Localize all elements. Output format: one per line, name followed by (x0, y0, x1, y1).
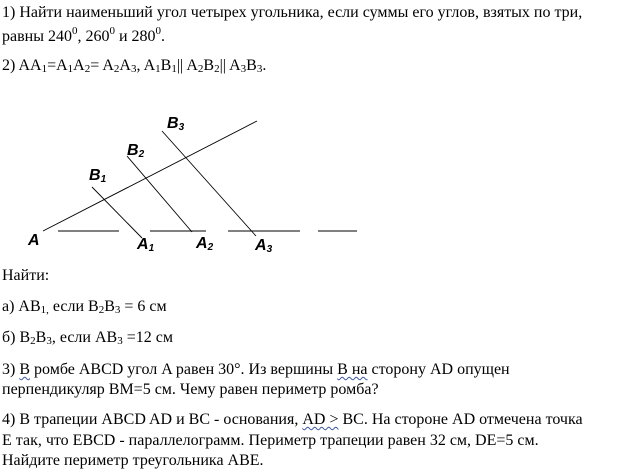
problem3-line2: перпендикуляр BM=5 см. Чему равен периметр ромба? (2, 381, 379, 398)
stmt-part: , A (136, 57, 156, 74)
stmt-sub: 1 (171, 63, 177, 75)
degree-sup-3: 0 (155, 25, 162, 37)
problem2-statement (2, 57, 266, 76)
p3-text: ромбе ABCD угол A равен 30°. Из вершины (30, 361, 338, 378)
stmt-sub: 3 (240, 63, 247, 75)
stmt-sub: 2 (113, 63, 120, 75)
label-a1: A1 (137, 236, 155, 254)
label-a2: A2 (196, 235, 214, 253)
degree-sup-1: 0 (71, 25, 78, 37)
part-a-text: а) AB (2, 298, 41, 315)
problem3-line1 (2, 361, 510, 379)
part-b-text: B (35, 329, 47, 346)
label-b2: B2 (127, 142, 145, 160)
p3-marked: В на (337, 361, 368, 378)
stmt-sub: 1 (41, 63, 48, 75)
degree-sup-2: 0 (109, 25, 115, 37)
part-b-text: =12 см (122, 329, 173, 346)
problem1-text: равны 240 (2, 28, 72, 45)
problem4-line3: Найдите периметр треугольника ABE. (2, 452, 264, 469)
stmt-part: B (203, 57, 215, 74)
ray-ab (43, 121, 257, 231)
problem1-line1: 1) Найти наименьший угол четырех угольника, если суммы его углов, взятых по три, (2, 4, 583, 21)
stmt-part: || A (219, 57, 241, 74)
stmt-part: A (73, 57, 85, 74)
stmt-part: 2) AA (2, 57, 42, 74)
segment-a1b1 (92, 187, 142, 238)
stmt-part: A (119, 57, 131, 74)
problem1-sep1: , 260 (77, 28, 110, 45)
segment-a3b3 (162, 131, 256, 236)
problem4-line1 (2, 411, 583, 429)
part-a-text: если B (48, 298, 99, 315)
part-a-text: = 6 см (120, 298, 167, 315)
p4-text: BC. На стороне AD отмечена точка (338, 411, 583, 428)
stmt-sub: 2 (214, 63, 220, 75)
p3-marked: В (19, 361, 30, 378)
part-b-text: б) B (2, 329, 31, 346)
part-a-sub: 1, (40, 304, 49, 316)
part-a-sub: 3 (114, 304, 121, 316)
stmt-part: = A (90, 57, 114, 74)
find-label: Найти: (2, 267, 50, 284)
stmt-sub: 3 (130, 63, 137, 75)
part-b-text: , если AB (51, 329, 118, 346)
segment-a2b2 (127, 156, 192, 232)
label-a: A (28, 232, 40, 249)
stmt-part: || A (176, 57, 198, 74)
stmt-part: B (160, 57, 172, 74)
stmt-sub: 3 (256, 63, 263, 75)
problem2-part-a (2, 298, 167, 317)
label-b1: B1 (89, 167, 107, 185)
stmt-part: . (262, 57, 267, 74)
label-a3: A3 (255, 237, 273, 255)
stmt-sub: 1 (67, 63, 74, 75)
part-a-sub: 2 (98, 304, 105, 316)
geometry-diagram (0, 105, 628, 260)
problem4-line2: E так, что EBCD - параллелограмм. Периметр трапеции равен 32 см, DE=5 см. (2, 432, 539, 449)
part-b-sub: 3 (46, 335, 52, 347)
problem2-part-b (2, 329, 173, 348)
stmt-sub: 2 (197, 63, 204, 75)
p3-text: сторону AD опущен (367, 361, 510, 378)
p4-text: 4) В трапеции ABCD AD и BC - основания, (2, 411, 303, 428)
label-b3: B3 (167, 115, 185, 133)
part-b-sub: 3 (117, 335, 123, 347)
stmt-sub: 1 (155, 63, 161, 75)
stmt-sub: 2 (84, 63, 91, 75)
problem1-sep2: и 280 (114, 28, 156, 45)
part-a-text: B (104, 298, 115, 315)
part-b-sub: 2 (30, 335, 36, 347)
p4-marked: AD > (302, 411, 339, 428)
p3-text: 3) (2, 361, 20, 378)
problem1-end: . (161, 28, 166, 45)
problem1-line2 (2, 25, 165, 46)
stmt-part: =A (47, 57, 68, 74)
stmt-part: B (246, 57, 257, 74)
